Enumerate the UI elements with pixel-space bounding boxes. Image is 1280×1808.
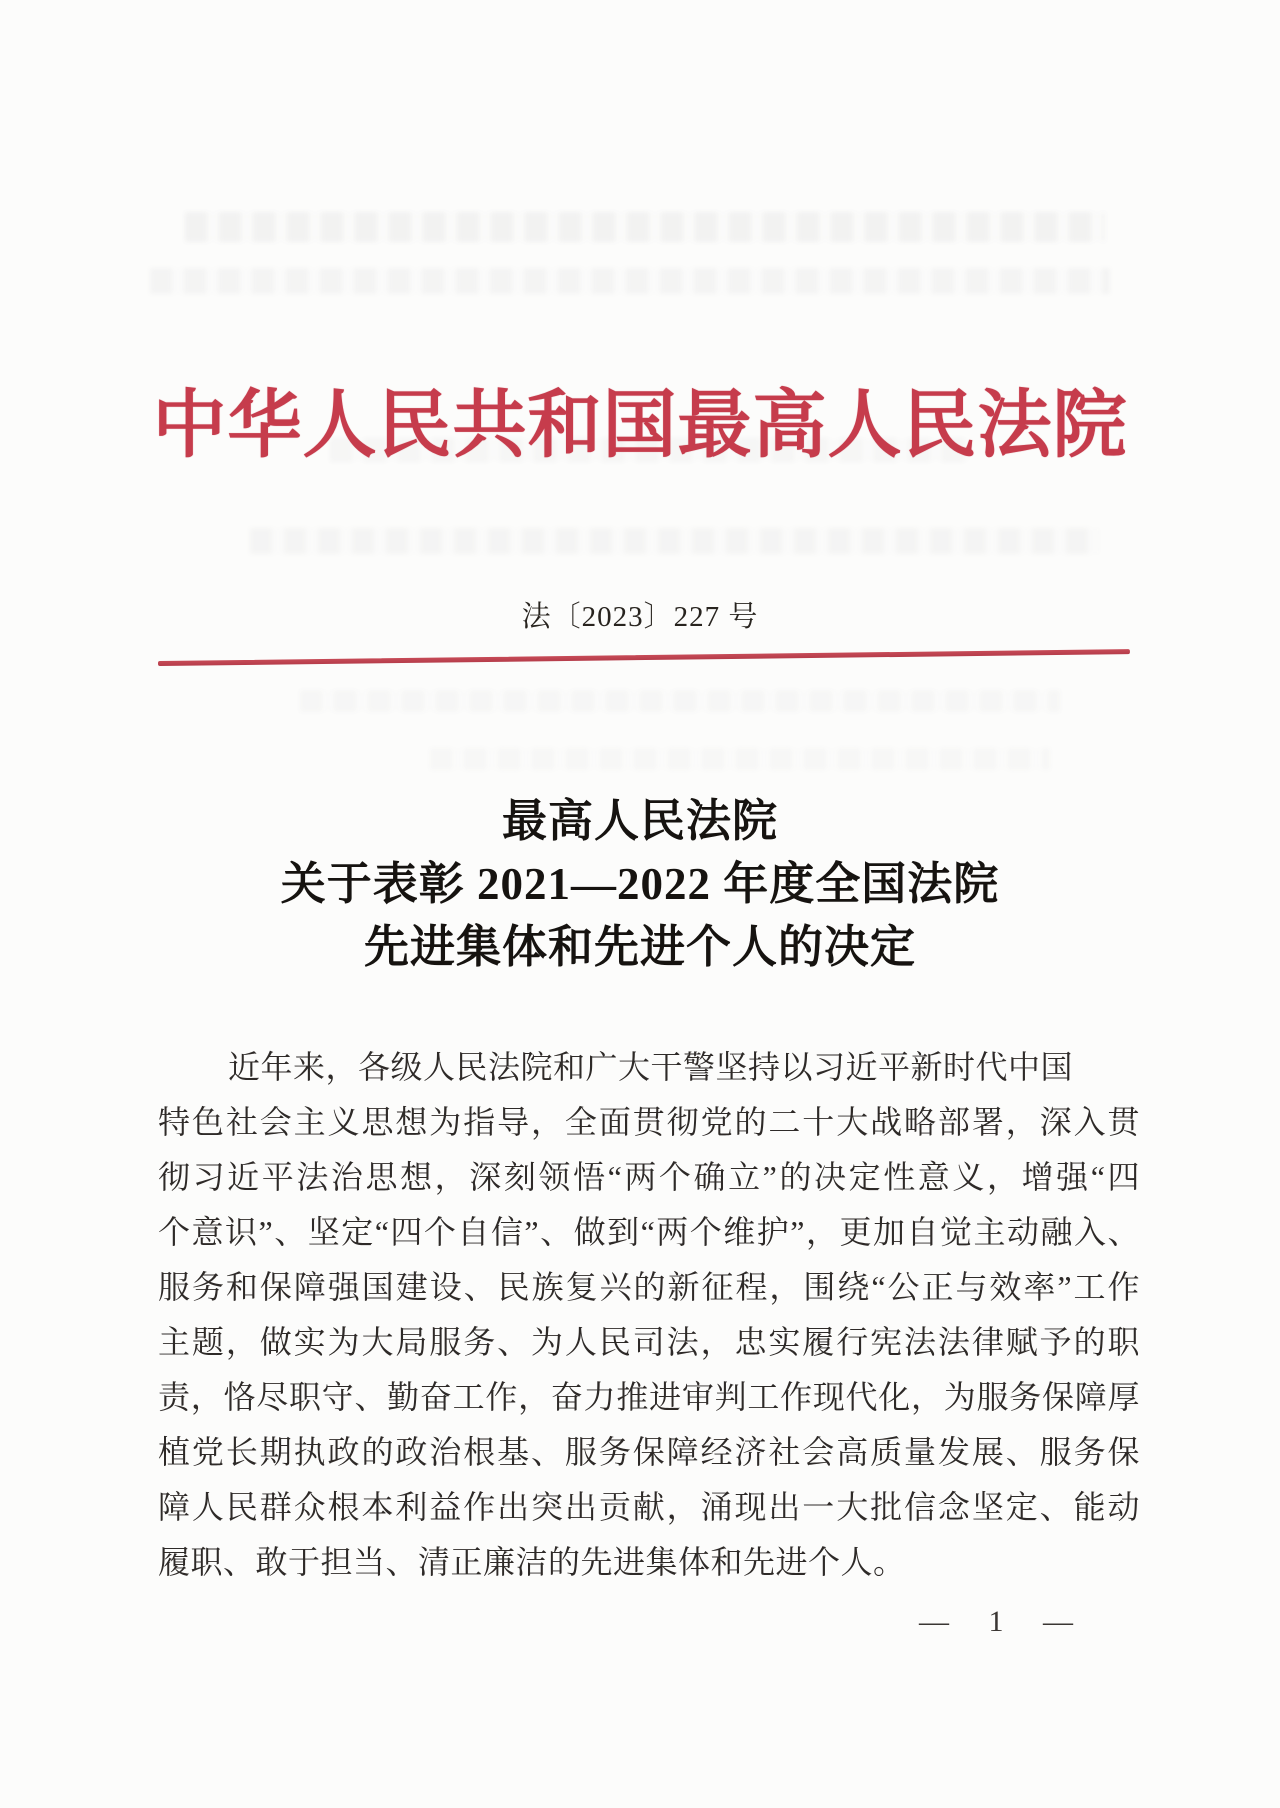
- bleed-through-artifact: [185, 212, 1105, 242]
- body-text-line: 彻习近平法治思想，深刻领悟“两个确立”的决定性意义，增强“四: [158, 1159, 1140, 1195]
- decision-title-line-3: 先进集体和先进个人的决定: [363, 922, 916, 972]
- red-divider-line: [158, 649, 1130, 665]
- bleed-through-artifact: [150, 268, 1110, 294]
- bleed-through-artifact: [250, 528, 1100, 554]
- decision-title-line-1: 最高人民法院: [501, 796, 778, 846]
- body-text-line: 特色社会主义思想为指导，全面贯彻党的二十大战略部署，深入贯: [158, 1104, 1140, 1140]
- bleed-through-artifact: [430, 748, 1050, 770]
- body-text-line: 植党长期执政的政治根基、服务保障经济社会高质量发展、服务保: [158, 1434, 1140, 1470]
- body-text-line: 障人民群众根本利益作出突出贡献，涌现出一大批信念坚定、能动: [158, 1489, 1140, 1525]
- body-paragraph: [158, 1040, 1140, 1590]
- body-text-line: 履职、敢于担当、清正廉洁的先进集体和先进个人。: [158, 1544, 906, 1580]
- bleed-through-artifact: [300, 690, 1060, 712]
- page-number: — 1 —: [919, 1605, 1082, 1638]
- body-text-line: 服务和保障强国建设、民族复兴的新征程，围绕“公正与效率”工作: [158, 1269, 1140, 1305]
- body-text-line: 个意识”、坚定“四个自信”、做到“两个维护”，更加自觉主动融入、: [158, 1214, 1140, 1250]
- letterhead-title: 中华人民共和国最高人民法院: [152, 385, 1128, 467]
- body-text-line: 责，恪尽职守、勤奋工作，奋力推进审判工作现代化，为服务保障厚: [158, 1379, 1140, 1415]
- body-text-line: 主题，做实为大局服务、为人民司法，忠实履行宪法法律赋予的职: [158, 1324, 1140, 1360]
- body-text-line: 近年来，各级人民法院和广大干警坚持以习近平新时代中国: [228, 1049, 1074, 1085]
- document-number: 法〔2023〕227 号: [521, 601, 759, 633]
- decision-title-line-2: 关于表彰 2021—2022 年度全国法院: [280, 859, 1000, 909]
- decision-title: [0, 790, 1280, 979]
